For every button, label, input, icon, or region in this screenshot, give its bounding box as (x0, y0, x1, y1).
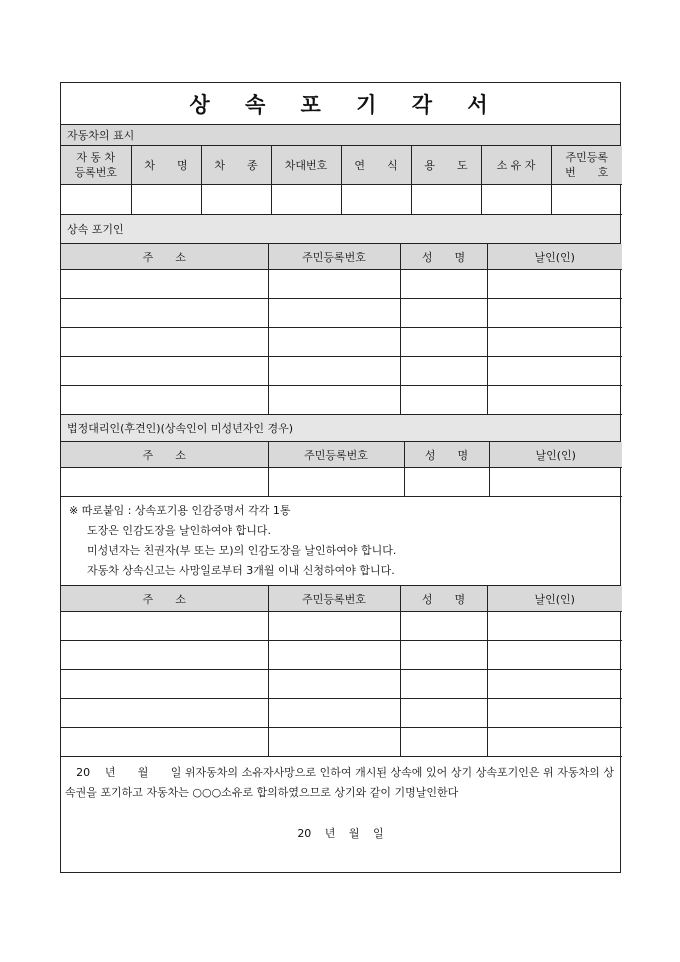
col-resident-number: 주민등록번호 (268, 442, 404, 468)
table-cell[interactable] (487, 386, 622, 415)
table-cell[interactable] (400, 728, 487, 757)
table-cell[interactable] (400, 670, 487, 699)
table-row (61, 328, 622, 357)
table-cell[interactable] (61, 641, 268, 670)
note-line: 자동차 상속신고는 사망일로부터 3개월 이내 신청하여야 합니다. (87, 564, 395, 577)
table-cell[interactable] (201, 185, 271, 215)
col-resident-number: 주민등록번호 (268, 586, 400, 612)
col-chassis-number: 차대번호 (271, 146, 341, 185)
table-cell[interactable] (551, 185, 622, 215)
heir-header-row (61, 244, 622, 270)
table-row (61, 641, 622, 670)
table-cell[interactable] (61, 386, 268, 415)
col-address: 주 소 (61, 586, 268, 612)
table-row (61, 699, 622, 728)
col-registration-number: 자 동 차 등록번호 (61, 146, 131, 185)
col-seal: 날인(인) (487, 586, 622, 612)
table-cell[interactable] (411, 185, 481, 215)
table-cell[interactable] (268, 670, 400, 699)
table-cell[interactable] (268, 357, 400, 386)
note-line: ※ 따로붙임 : 상속포기용 인감증명서 각각 1통 (69, 504, 291, 517)
table-cell[interactable] (61, 699, 268, 728)
vehicle-header-row (61, 146, 622, 185)
table-cell[interactable] (268, 699, 400, 728)
col-resident-number: 주민등록번호 (268, 244, 400, 270)
table-cell[interactable] (61, 670, 268, 699)
col-seal: 날인(인) (487, 244, 622, 270)
table-row (61, 386, 622, 415)
table-cell[interactable] (487, 641, 622, 670)
col-owner: 소 유 자 (481, 146, 551, 185)
table-row (61, 728, 622, 757)
note-line: 미성년자는 친권자(부 또는 모)의 인감도장을 날인하여야 합니다. (87, 544, 397, 557)
table-cell[interactable] (271, 185, 341, 215)
table-cell[interactable] (400, 612, 487, 641)
table-cell[interactable] (268, 386, 400, 415)
col-name: 성 명 (400, 244, 487, 270)
additional-header-row (61, 586, 622, 612)
table-cell[interactable] (487, 299, 622, 328)
table-row (61, 270, 622, 299)
table-cell[interactable] (400, 386, 487, 415)
table-cell[interactable] (61, 468, 268, 497)
table-cell[interactable] (268, 299, 400, 328)
table-cell[interactable] (268, 612, 400, 641)
table-row (61, 299, 622, 328)
col-usage: 용 도 (411, 146, 481, 185)
col-car-name: 차 명 (131, 146, 201, 185)
additional-heir-table (61, 586, 622, 757)
table-cell[interactable] (487, 270, 622, 299)
table-cell[interactable] (61, 299, 268, 328)
table-cell[interactable] (400, 357, 487, 386)
table-cell[interactable] (487, 728, 622, 757)
form-title: 상 속 포 기 각 서 (61, 83, 620, 125)
table-cell[interactable] (487, 612, 622, 641)
table-cell[interactable] (268, 728, 400, 757)
table-cell[interactable] (341, 185, 411, 215)
note-line: 도장은 인감도장을 날인하여야 합니다. (87, 524, 272, 537)
col-model-year: 연 식 (341, 146, 411, 185)
table-row (61, 468, 622, 497)
col-resident-number: 주민등록 번 호 (551, 146, 622, 185)
date-line: 20 년 월 일 (297, 827, 384, 840)
vehicle-section-heading: 자동차의 표시 (61, 125, 620, 146)
table-row (61, 357, 622, 386)
attachment-notes (61, 497, 620, 586)
table-cell[interactable] (268, 328, 400, 357)
table-cell[interactable] (268, 468, 404, 497)
inheritance-renunciation-form (60, 82, 621, 873)
table-cell[interactable] (61, 185, 131, 215)
table-cell[interactable] (61, 328, 268, 357)
table-cell[interactable] (61, 728, 268, 757)
table-cell[interactable] (487, 699, 622, 728)
table-cell[interactable] (268, 270, 400, 299)
table-cell[interactable] (400, 270, 487, 299)
table-cell[interactable] (481, 185, 551, 215)
table-cell[interactable] (61, 357, 268, 386)
guardian-section-heading: 법정대리인(후견인)(상속인이 미성년자인 경우) (61, 415, 620, 442)
table-cell[interactable] (268, 641, 400, 670)
vehicle-entry-row (61, 185, 622, 215)
table-row (61, 670, 622, 699)
table-cell[interactable] (489, 468, 622, 497)
table-cell[interactable] (61, 612, 268, 641)
table-cell[interactable] (61, 270, 268, 299)
col-seal: 날인(인) (489, 442, 622, 468)
table-cell[interactable] (487, 357, 622, 386)
heir-section-heading: 상속 포기인 (61, 215, 620, 244)
table-cell[interactable] (404, 468, 489, 497)
table-cell[interactable] (400, 328, 487, 357)
col-address: 주 소 (61, 244, 268, 270)
heir-table (61, 244, 622, 415)
table-cell[interactable] (487, 670, 622, 699)
guardian-table (61, 442, 622, 497)
col-address: 주 소 (61, 442, 268, 468)
table-cell[interactable] (400, 641, 487, 670)
table-row (61, 612, 622, 641)
col-car-type: 차 종 (201, 146, 271, 185)
guardian-header-row (61, 442, 622, 468)
table-cell[interactable] (400, 699, 487, 728)
col-name: 성 명 (404, 442, 489, 468)
table-cell[interactable] (131, 185, 201, 215)
table-cell[interactable] (400, 299, 487, 328)
col-name: 성 명 (400, 586, 487, 612)
table-cell[interactable] (487, 328, 622, 357)
renunciation-statement: 20 년 월 일 위자동차의 소유자사망으로 인하여 개시된 상속에 있어 상기 상속포기인은 위 자동차의 상속권을 포기하고 자동차는 ○○○소유로 합의하였으므로 상기와 같이 기명날인한다 (65, 766, 614, 799)
vehicle-table (61, 146, 622, 215)
